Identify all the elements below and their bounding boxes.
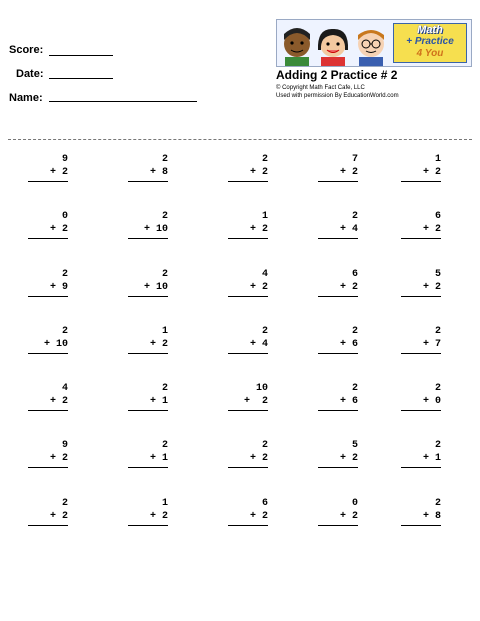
answer-line[interactable]	[28, 467, 68, 468]
addition-problem	[318, 153, 358, 182]
problem-addend-top: 1	[434, 154, 441, 165]
logo-4you-text: 4 You	[416, 48, 444, 59]
answer-line[interactable]	[28, 181, 68, 182]
answer-line[interactable]	[318, 353, 358, 354]
page-title: Adding 2 Practice # 2	[276, 68, 398, 82]
addition-problem	[318, 325, 358, 354]
answer-line[interactable]	[128, 296, 168, 297]
problem-addend-bottom: + 2	[49, 511, 68, 522]
problem-addend-bottom: + 2	[49, 396, 68, 407]
problem-addend-bottom: + 9	[49, 282, 68, 293]
logo-text-box	[393, 23, 467, 63]
answer-line[interactable]	[318, 525, 358, 526]
answer-line[interactable]	[28, 353, 68, 354]
problem-addend-top: 10	[255, 383, 268, 394]
logo-math-text: Math	[417, 24, 443, 36]
addition-problem	[228, 268, 268, 297]
answer-line[interactable]	[228, 410, 268, 411]
addition-problem	[128, 210, 168, 239]
addition-problem	[401, 439, 441, 468]
answer-line[interactable]	[401, 410, 441, 411]
answer-line[interactable]	[318, 181, 358, 182]
answer-line[interactable]	[401, 353, 441, 354]
addition-problem	[28, 439, 68, 468]
answer-line[interactable]	[128, 467, 168, 468]
addition-problem	[28, 268, 68, 297]
problem-addend-bottom: + 0	[422, 396, 441, 407]
name-blank[interactable]	[49, 101, 197, 102]
answer-line[interactable]	[228, 296, 268, 297]
problem-addend-bottom: + 2	[249, 167, 268, 178]
addition-problem	[401, 210, 441, 239]
problem-addend-top: 9	[61, 154, 68, 165]
addition-problem	[318, 497, 358, 526]
problem-addend-bottom: + 2	[249, 282, 268, 293]
date-label: Date:	[16, 68, 44, 80]
addition-problem	[228, 325, 268, 354]
problem-addend-bottom: + 2	[249, 511, 268, 522]
problem-addend-top: 0	[351, 498, 358, 509]
addition-problem	[228, 210, 268, 239]
problem-addend-bottom: + 2	[339, 453, 358, 464]
problem-addend-top: 2	[61, 326, 68, 337]
problem-addend-top: 2	[261, 154, 268, 165]
problem-addend-top: 4	[61, 383, 68, 394]
problem-addend-top: 2	[434, 498, 441, 509]
answer-line[interactable]	[128, 353, 168, 354]
problem-addend-top: 2	[351, 383, 358, 394]
addition-problem	[401, 382, 441, 411]
logo-practice-text: + Practice	[406, 36, 454, 47]
problem-addend-top: 2	[61, 269, 68, 280]
addition-problem	[401, 325, 441, 354]
score-label: Score:	[9, 44, 44, 56]
problem-addend-bottom: + 2	[339, 282, 358, 293]
problem-addend-top: 2	[161, 211, 168, 222]
problem-addend-top: 2	[351, 211, 358, 222]
addition-problem	[28, 210, 68, 239]
problem-addend-bottom: + 10	[143, 224, 168, 235]
answer-line[interactable]	[228, 467, 268, 468]
problem-addend-top: 1	[161, 326, 168, 337]
addition-problem	[128, 268, 168, 297]
problem-addend-bottom: + 8	[422, 511, 441, 522]
addition-problem	[28, 153, 68, 182]
problem-addend-bottom: + 2	[149, 339, 168, 350]
problem-addend-top: 1	[161, 498, 168, 509]
problem-addend-bottom: + 2	[243, 396, 268, 407]
addition-problem	[318, 268, 358, 297]
addition-problem	[128, 153, 168, 182]
copyright-text: © Copyright Math Fact Cafe, LLC	[276, 85, 365, 91]
problem-addend-bottom: + 8	[149, 167, 168, 178]
problem-addend-bottom: + 6	[339, 339, 358, 350]
divider-line	[8, 139, 472, 140]
problem-addend-top: 9	[61, 440, 68, 451]
permission-text: Used with permission By EducationWorld.com	[276, 93, 399, 99]
problem-addend-top: 2	[434, 383, 441, 394]
problem-addend-bottom: + 2	[49, 453, 68, 464]
problem-addend-bottom: + 1	[422, 453, 441, 464]
problem-addend-top: 7	[351, 154, 358, 165]
date-blank[interactable]	[49, 78, 113, 79]
addition-problem	[318, 439, 358, 468]
addition-problem	[28, 325, 68, 354]
problem-addend-top: 2	[161, 383, 168, 394]
problem-addend-bottom: + 7	[422, 339, 441, 350]
problem-addend-top: 5	[434, 269, 441, 280]
problem-addend-bottom: + 2	[149, 511, 168, 522]
answer-line[interactable]	[401, 238, 441, 239]
addition-problem	[401, 268, 441, 297]
answer-line[interactable]	[318, 238, 358, 239]
addition-problem	[28, 382, 68, 411]
name-label: Name:	[9, 92, 43, 104]
problem-addend-bottom: + 2	[422, 167, 441, 178]
score-blank[interactable]	[49, 55, 113, 56]
problem-addend-top: 2	[261, 326, 268, 337]
problem-addend-bottom: + 1	[149, 453, 168, 464]
problem-addend-top: 2	[434, 326, 441, 337]
problem-addend-top: 2	[161, 154, 168, 165]
problem-addend-top: 6	[434, 211, 441, 222]
problem-addend-top: 2	[161, 440, 168, 451]
problem-addend-top: 4	[261, 269, 268, 280]
answer-line[interactable]	[28, 238, 68, 239]
addition-problem	[128, 382, 168, 411]
problem-addend-top: 2	[261, 440, 268, 451]
problem-addend-bottom: + 2	[422, 282, 441, 293]
problem-addend-top: 2	[161, 269, 168, 280]
problem-addend-top: 2	[61, 498, 68, 509]
problem-addend-bottom: + 4	[249, 339, 268, 350]
answer-line[interactable]	[318, 410, 358, 411]
addition-problem	[318, 210, 358, 239]
problem-addend-bottom: + 1	[149, 396, 168, 407]
addition-problem	[128, 439, 168, 468]
problem-addend-bottom: + 10	[143, 282, 168, 293]
addition-problem	[28, 497, 68, 526]
answer-line[interactable]	[128, 525, 168, 526]
problem-addend-top: 2	[434, 440, 441, 451]
problem-addend-top: 1	[261, 211, 268, 222]
addition-problem	[228, 153, 268, 182]
math-practice-logo	[276, 19, 472, 67]
problem-addend-bottom: + 6	[339, 396, 358, 407]
answer-line[interactable]	[28, 410, 68, 411]
addition-problem	[401, 153, 441, 182]
answer-line[interactable]	[228, 525, 268, 526]
addition-problem	[228, 382, 268, 411]
problem-addend-top: 6	[261, 498, 268, 509]
problem-addend-bottom: + 2	[249, 453, 268, 464]
answer-line[interactable]	[228, 238, 268, 239]
addition-problem	[401, 497, 441, 526]
problem-addend-top: 5	[351, 440, 358, 451]
answer-line[interactable]	[401, 296, 441, 297]
problem-addend-bottom: + 2	[422, 224, 441, 235]
answer-line[interactable]	[401, 525, 441, 526]
addition-problem	[228, 439, 268, 468]
problem-addend-bottom: + 2	[339, 167, 358, 178]
answer-line[interactable]	[401, 467, 441, 468]
addition-problem	[128, 497, 168, 526]
answer-line[interactable]	[28, 525, 68, 526]
answer-line[interactable]	[228, 353, 268, 354]
problem-addend-top: 0	[61, 211, 68, 222]
problem-addend-bottom: + 2	[339, 511, 358, 522]
addition-problem	[318, 382, 358, 411]
problem-addend-top: 6	[351, 269, 358, 280]
answer-line[interactable]	[228, 181, 268, 182]
problem-addend-top: 2	[351, 326, 358, 337]
problem-addend-bottom: + 10	[43, 339, 68, 350]
answer-line[interactable]	[318, 467, 358, 468]
problem-addend-bottom: + 2	[49, 224, 68, 235]
kids-illustration	[277, 20, 391, 66]
answer-line[interactable]	[401, 181, 441, 182]
answer-line[interactable]	[318, 296, 358, 297]
problem-addend-bottom: + 2	[249, 224, 268, 235]
problem-addend-bottom: + 4	[339, 224, 358, 235]
addition-problem	[128, 325, 168, 354]
problem-addend-bottom: + 2	[49, 167, 68, 178]
answer-line[interactable]	[128, 410, 168, 411]
answer-line[interactable]	[28, 296, 68, 297]
addition-problem	[228, 497, 268, 526]
answer-line[interactable]	[128, 181, 168, 182]
answer-line[interactable]	[128, 238, 168, 239]
